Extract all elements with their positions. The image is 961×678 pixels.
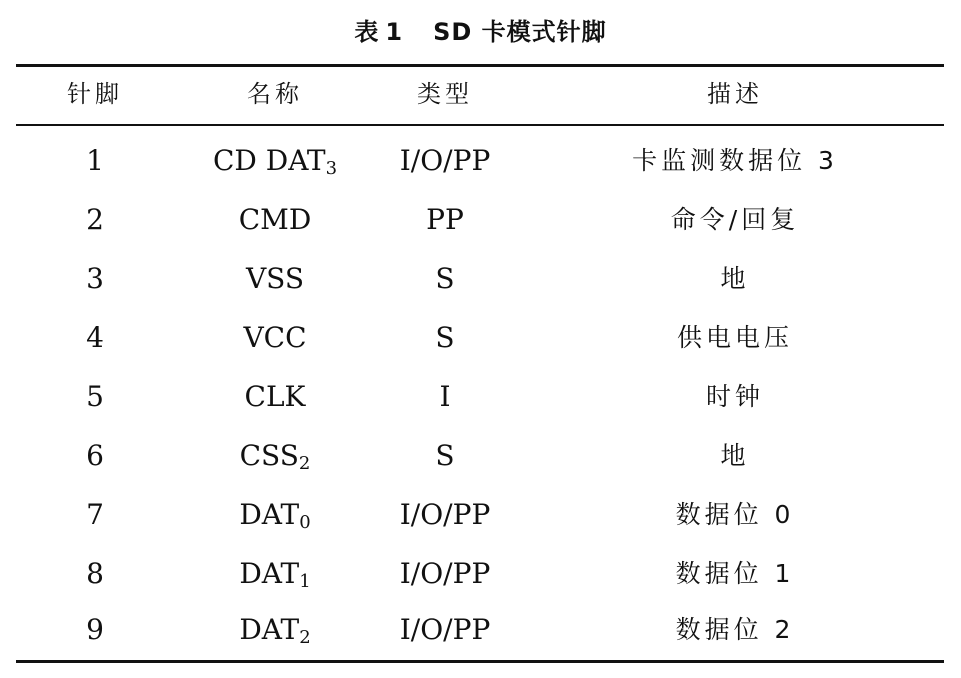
caption-title: SD 卡模式针脚 xyxy=(433,18,607,46)
table-row xyxy=(0,600,961,660)
name-text: CLK xyxy=(244,380,306,413)
name-text: DAT xyxy=(239,498,300,531)
bottom-rule xyxy=(16,660,944,663)
type-cell: S xyxy=(435,439,455,472)
table-row xyxy=(0,485,961,545)
description-cell: 地 xyxy=(720,264,750,293)
type-cell: I/O/PP xyxy=(399,144,491,177)
description-cell: 数据位 2 xyxy=(675,615,795,644)
description-cell: 地 xyxy=(720,441,750,470)
table-row xyxy=(0,426,961,486)
description-cell: 时钟 xyxy=(705,382,764,411)
header-rule xyxy=(16,124,944,126)
name-text: CD DAT xyxy=(212,144,326,177)
header-description: 描述 xyxy=(707,80,763,108)
name-cell xyxy=(150,308,400,368)
name-text: CSS xyxy=(239,439,299,472)
name-subscript: 2 xyxy=(298,453,311,474)
description-cell: 数据位 1 xyxy=(675,559,795,588)
pin-cell: 3 xyxy=(86,262,104,295)
table-row xyxy=(0,544,961,604)
type-cell: PP xyxy=(426,203,464,236)
name-subscript: 0 xyxy=(299,512,311,533)
pin-cell: 1 xyxy=(86,144,104,177)
name-text: DAT xyxy=(239,557,300,590)
table-row xyxy=(0,249,961,309)
type-cell: I xyxy=(439,380,451,413)
description-cell: 卡监测数据位 3 xyxy=(632,146,838,175)
table-row xyxy=(0,190,961,250)
name-cell xyxy=(150,544,400,604)
name-cell xyxy=(150,426,400,486)
name-cell xyxy=(150,190,400,250)
name-text: CMD xyxy=(238,203,312,236)
pin-cell: 7 xyxy=(86,498,104,531)
name-subscript: 2 xyxy=(299,627,311,648)
pin-cell: 5 xyxy=(86,380,104,413)
name-subscript: 1 xyxy=(299,571,311,592)
pin-cell: 6 xyxy=(86,439,104,472)
caption-label: 表 xyxy=(354,18,380,46)
pin-cell: 9 xyxy=(86,613,104,646)
name-text: VCC xyxy=(243,321,307,354)
pin-cell: 2 xyxy=(86,203,104,236)
name-subscript: 3 xyxy=(325,158,338,179)
name-cell xyxy=(150,249,400,309)
pin-cell: 4 xyxy=(86,321,104,354)
type-cell: I/O/PP xyxy=(399,557,491,590)
type-cell: S xyxy=(435,262,455,295)
name-cell xyxy=(150,600,400,660)
description-cell: 数据位 0 xyxy=(675,500,795,529)
caption-number: 1 xyxy=(385,18,404,46)
description-cell: 供电电压 xyxy=(676,323,793,352)
type-cell: I/O/PP xyxy=(399,613,491,646)
header-name: 名称 xyxy=(247,80,303,108)
type-cell: S xyxy=(435,321,455,354)
name-cell xyxy=(150,367,400,427)
header-pin: 针脚 xyxy=(67,80,123,108)
table-row xyxy=(0,131,961,191)
pin-cell: 8 xyxy=(86,557,104,590)
description-cell: 命令/回复 xyxy=(670,205,800,234)
name-text: VSS xyxy=(245,262,305,295)
table-caption xyxy=(0,12,961,47)
header-row xyxy=(0,64,961,124)
type-cell: I/O/PP xyxy=(399,498,491,531)
table-row xyxy=(0,308,961,368)
header-type: 类型 xyxy=(417,80,473,108)
name-cell xyxy=(150,131,400,191)
name-text: DAT xyxy=(239,613,300,646)
table-row xyxy=(0,367,961,427)
name-cell xyxy=(150,485,400,545)
